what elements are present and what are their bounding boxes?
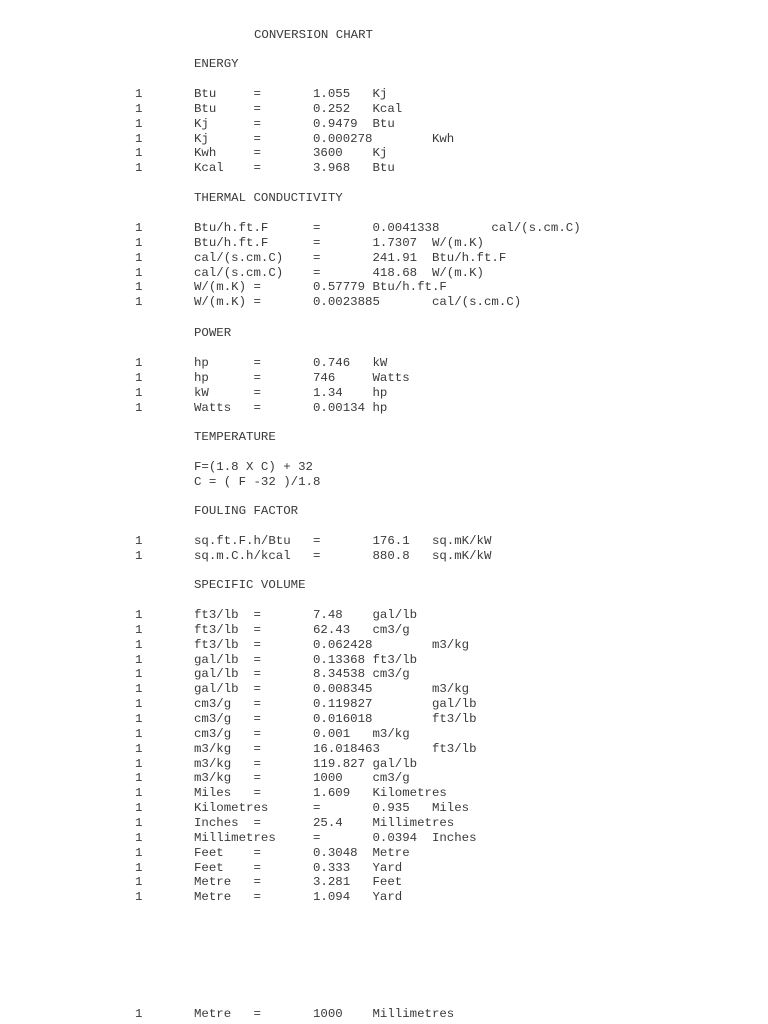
row-number: 1	[135, 741, 143, 756]
conversion-row: gal/lb = 0.13368 ft3/lb	[194, 652, 418, 667]
row-number: 1	[135, 815, 143, 830]
conversion-row: Feet = 0.333 Yard	[194, 860, 403, 875]
conversion-row: hp = 0.746 kW	[194, 356, 388, 370]
row-number: 1	[135, 250, 143, 265]
row-number: 1	[135, 771, 143, 786]
row-number: 1	[135, 756, 143, 771]
row-number: 1	[135, 622, 143, 637]
row-number: 1	[135, 860, 143, 875]
row-number: 1	[135, 608, 143, 622]
conversion-row: Kilometres = 0.935 Miles	[194, 801, 470, 815]
conversion-row: gal/lb = 0.008345 m3/kg	[194, 682, 470, 697]
section-heading: THERMAL CONDUCTIVITY	[194, 191, 343, 205]
conversion-row: Miles = 1.609 Kilometres	[194, 786, 447, 801]
conversion-row: sq.ft.F.h/Btu = 176.1 sq.mK/kW	[194, 534, 492, 548]
conversion-row: W/(m.K) = 0.0023885 cal/(s.cm.C)	[194, 295, 522, 310]
section-heading: POWER	[194, 326, 232, 340]
conversion-row: Watts = 0.00134 hp	[194, 400, 388, 415]
conversion-row: cal/(s.cm.C) = 241.91 Btu/h.ft.F	[194, 250, 507, 265]
conversion-row: Btu = 1.055 Kj	[194, 87, 388, 101]
row-number: 1	[135, 712, 143, 726]
conversion-row: ft3/lb = 0.062428 m3/kg	[194, 637, 470, 652]
conversion-row: ft3/lb = 62.43 cm3/g	[194, 622, 410, 637]
row-number: 1	[135, 101, 143, 116]
conversion-row: hp = 746 Watts	[194, 370, 410, 385]
footer-row-text: Metre = 1000 Millimetres	[194, 1007, 455, 1021]
conversion-row: m3/kg = 119.827 gal/lb	[194, 756, 418, 771]
row-number: 1	[135, 697, 143, 712]
row-number: 1	[135, 845, 143, 860]
section-heading: SPECIFIC VOLUME	[194, 578, 306, 592]
row-number: 1	[135, 548, 143, 563]
conversion-row: cal/(s.cm.C) = 418.68 W/(m.K)	[194, 265, 484, 280]
footer-row-number: 1	[135, 1007, 143, 1021]
page-title: CONVERSION CHART	[254, 28, 373, 42]
row-number: 1	[135, 280, 143, 295]
row-number: 1	[135, 295, 143, 310]
row-number: 1	[135, 385, 143, 400]
conversion-row: Btu/h.ft.F = 0.0041338 cal/(s.cm.C)	[194, 221, 581, 235]
row-number: 1	[135, 116, 143, 131]
conversion-row: gal/lb = 8.34538 cm3/g	[194, 667, 410, 682]
row-number: 1	[135, 400, 143, 415]
row-number: 1	[135, 726, 143, 741]
row-number: 1	[135, 534, 143, 548]
row-number: 1	[135, 235, 143, 250]
row-number: 1	[135, 146, 143, 161]
row-number: 1	[135, 370, 143, 385]
row-number: 1	[135, 890, 143, 905]
conversion-row: m3/kg = 16.018463 ft3/lb	[194, 741, 477, 756]
row-number: 1	[135, 652, 143, 667]
conversion-row: Btu = 0.252 Kcal	[194, 101, 403, 116]
conversion-row: Btu/h.ft.F = 1.7307 W/(m.K)	[194, 235, 484, 250]
conversion-row: m3/kg = 1000 cm3/g	[194, 771, 410, 786]
row-number: 1	[135, 265, 143, 280]
conversion-row: Kcal = 3.968 Btu	[194, 161, 395, 176]
conversion-row: sq.m.C.h/kcal = 880.8 sq.mK/kW	[194, 548, 492, 563]
section-heading: TEMPERATURE	[194, 430, 276, 444]
conversion-row: Kj = 0.000278 Kwh	[194, 131, 455, 146]
conversion-row: Feet = 0.3048 Metre	[194, 845, 410, 860]
row-number: 1	[135, 161, 143, 176]
section-heading: FOULING FACTOR	[194, 504, 299, 518]
row-number: 1	[135, 221, 143, 235]
row-number: 1	[135, 786, 143, 801]
conversion-row: cm3/g = 0.001 m3/kg	[194, 726, 410, 741]
row-number: 1	[135, 637, 143, 652]
section-heading: ENERGY	[194, 57, 239, 71]
conversion-row: kW = 1.34 hp	[194, 385, 388, 400]
conversion-row: Kwh = 3600 Kj	[194, 146, 388, 161]
conversion-row: F=(1.8 X C) + 32	[194, 460, 313, 474]
row-number: 1	[135, 87, 143, 101]
conversion-row: C = ( F -32 )/1.8	[194, 474, 321, 489]
conversion-row: Metre = 3.281 Feet	[194, 875, 403, 890]
row-number: 1	[135, 875, 143, 890]
row-number: 1	[135, 356, 143, 370]
conversion-row: cm3/g = 0.119827 gal/lb	[194, 697, 477, 712]
conversion-row: Kj = 0.9479 Btu	[194, 116, 395, 131]
row-number: 1	[135, 801, 143, 815]
row-number: 1	[135, 131, 143, 146]
row-number: 1	[135, 830, 143, 845]
conversion-row: Metre = 1.094 Yard	[194, 890, 403, 905]
conversion-row: W/(m.K) = 0.57779 Btu/h.ft.F	[194, 280, 447, 295]
row-number: 1	[135, 667, 143, 682]
row-number: 1	[135, 682, 143, 697]
conversion-row: ft3/lb = 7.48 gal/lb	[194, 608, 418, 622]
conversion-row: Millimetres = 0.0394 Inches	[194, 830, 477, 845]
conversion-row: Inches = 25.4 Millimetres	[194, 815, 455, 830]
conversion-row: cm3/g = 0.016018 ft3/lb	[194, 712, 477, 726]
